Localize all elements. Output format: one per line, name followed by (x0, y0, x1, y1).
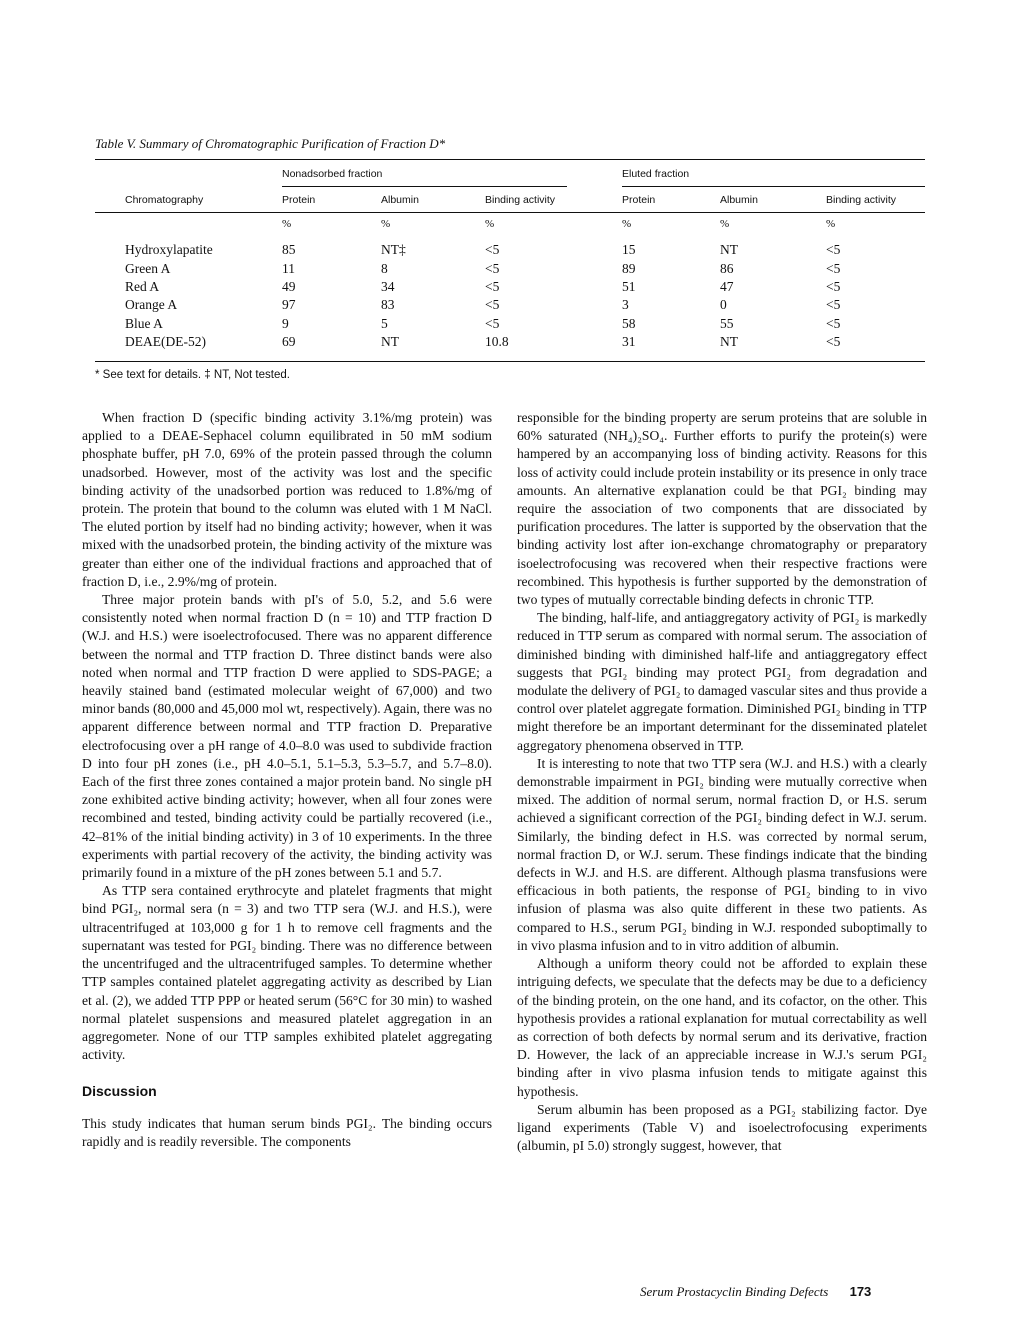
paragraph: When fraction D (specific binding activity 3.1%/mg protein) was applied to a DEAE-Sephacel column equilibrated in 50 mM sodium phosphate buffer, pH 7.0, 69% of the protein passed through the column unadsorbed. However, most of the activity was lost and the specific binding activity of the unadsorbed portion was reduced to 1.8%/mg of protein. The protein that bound to the column was eluted with 1 M NaCl. The eluted portion by itself had no binding activity; however, when it was mixed with the unadsorbed protein, the binding activity of the mixture was greater than either one of the individual fractions and approached that of fraction D, i.e., 2.9%/mg of protein. (82, 410, 492, 589)
table-cell: 58 (622, 316, 636, 331)
table-cell: 83 (381, 297, 395, 312)
column-header: Albumin (381, 194, 419, 206)
paragraph: Three major protein bands with pI's of 5.0, 5.2, and 5.6 were consistently noted when normal fraction D (n = 10) and TTP fraction D (W.J. and H.S.) were isoelectrofocused. There was no apparent difference between the normal and TTP fraction D. Three distinct bands were also noted when normal and TTP fraction D were applied to SDS-PAGE; a heavily stained band (estimated molecular weight of 67,000) and two minor bands (80,000 and 45,000 mol wt, respectively). Again, there was no apparent difference between normal and TTP fraction D. Preparative electrofocusing over a pH range of 4.0–8.0 was used to subdivide fraction D into four pH zones (i.e., pH 4.0–5.1, 5.1–5.3, 5.3–5.7, and 5.7–8.0). Each of the first three zones contained a major protein band. No single pH zone exhibited active binding activity; however, when all four zones were recombined and tested, binding activity could be partially recovered (i.e., 42–81% of the initial binding activity) in 3 of 10 experiments. In the three experiments with partial recovery of the activity, the binding activity was primarily found in a mixture of the pH zones between 5.1 and 5.7. (82, 592, 492, 881)
table-cell: NT (381, 334, 399, 349)
table-cell: 85 (282, 242, 296, 257)
table-cell: 15 (622, 242, 636, 257)
running-footer (640, 1284, 925, 1300)
table-cell: Red A (125, 279, 160, 294)
table-cell: 9 (282, 316, 289, 331)
left-column (82, 409, 492, 1151)
table-cell: 86 (720, 261, 734, 276)
paragraph: This study indicates that human serum binds PGI₂. The binding occurs rapidly and is readily reversible. The components (82, 1115, 492, 1149)
table-cell: 3 (622, 297, 629, 312)
column-header: Binding activity (485, 194, 556, 206)
table-bottom-rule (95, 361, 925, 362)
section-heading-discussion: Discussion (82, 1083, 157, 1100)
table-cell: 69 (282, 334, 296, 349)
table-cell: <5 (826, 316, 841, 331)
right-column (517, 409, 927, 1155)
table-cell: Orange A (125, 297, 178, 312)
column-header: Binding activity (826, 194, 897, 206)
paragraph: Serum albumin has been proposed as a PGI₂ stabilizing factor. Dye ligand experiments (Table V) and isoelectrofocusing experiments (albumin, pI 5.0) strongly suggest, however, that (517, 1101, 927, 1154)
table-cell: NT (720, 242, 738, 257)
column-header: Protein (622, 194, 656, 206)
table-cell: Hydroxylapatite (125, 242, 213, 257)
paragraph: As TTP sera contained erythrocyte and platelet fragments that might bind PGI₂, normal sera (n = 3) and two TTP sera (W.J. and H.S.), were ultracentrifuged at 103,000 g for 1 h to remove cell fragments and the supernatant was tested for PGI₂ binding. There was no difference between the uncentrifuged and the ultracentrifuged samples. To determine whether TTP samples contained platelet aggregating activity as described by Lian et al. (2), we added TTP PPP or heated serum (56°C for 30 min) to washed normal platelet suspensions and measured platelet aggregation in an aggregometer. None of our TTP samples exhibited platelet aggregating activity. (82, 883, 492, 1063)
table-cell: 11 (282, 261, 295, 276)
table-cell: 10.8 (485, 334, 509, 349)
unit-label: % (826, 218, 836, 230)
paragraph: The binding, half-life, and antiaggregatory activity of PGI₂ is markedly reduced in TTP serum as compared with normal serum. The association of diminished binding with diminished half-life and antiaggregatory effect suggests that PGI₂ binding may protect PGI₂ from degradation and modulate the delivery of PGI₂ to damaged vascular sites and thus provide a control over platelet aggregate formation. Diminished PGI₂ binding in TTP might therefore be an important determinant for the disseminated platelet aggregatory phenomena observed in TTP. (517, 610, 927, 753)
table-cell: <5 (826, 261, 841, 276)
page-number: 173 (849, 1284, 872, 1299)
column-header: Chromatography (125, 194, 204, 206)
table-cell: <5 (826, 242, 841, 257)
table-cell: 34 (381, 279, 395, 294)
table-cell: <5 (485, 297, 500, 312)
table-cell: 8 (381, 261, 388, 276)
group-header-eluted: Eluted fraction (622, 168, 690, 180)
table-cell: 55 (720, 316, 734, 331)
table-cell: NT‡ (381, 242, 406, 257)
table-cell: 49 (282, 279, 296, 294)
table-cell: 31 (622, 334, 636, 349)
table-cell: 51 (622, 279, 636, 294)
group-rule-eluted (622, 186, 925, 187)
table-cell: NT (720, 334, 738, 349)
column-header: Albumin (720, 194, 758, 206)
table-cell: <5 (485, 316, 500, 331)
paragraph: It is interesting to note that two TTP sera (W.J. and H.S.) with a clearly demonstrable impairment in PGI₂ binding were mutually corrective when mixed. The addition of normal serum, normal fraction D, or H.S. serum achieved a significant correction of the PGI₂ binding defect in W.J. serum. Similarly, the binding defect in H.S. was corrected by normal serum, normal fraction D, or W.J. serum. These findings indicate that the binding defects in W.J. and H.S. are different. Although plasma transfusions were efficacious in both patients, the response of PGI₂ binding to in vivo infusion of plasma was also quite different in these two patients. As compared to H.S., serum PGI₂ binding in W.J. responded suboptimally to in vivo plasma infusion and to in vitro addition of albumin. (517, 755, 927, 953)
table-cell: <5 (485, 242, 500, 257)
table-cell: 5 (381, 316, 388, 331)
paragraph: Although a uniform theory could not be afforded to explain these intriguing defects, we speculate that the defects may be due to a deficiency of the binding protein, on the one hand, and its cofactor, on the other. This hypothesis provides a rational explanation for mutual correctability as well as correction of both defects by normal serum and its derivative, fraction D. However, the lack of an appreciable increase in W.J.'s serum PGI₂ binding after in vivo plasma infusion tends to mitigate against this hypothesis. (517, 956, 927, 1099)
table-caption: Table V. Summary of Chromatographic Purification of Fraction D* (95, 136, 446, 151)
unit-label: % (381, 218, 391, 230)
table-cell: 47 (720, 279, 734, 294)
unit-label: % (622, 218, 632, 230)
running-title: Serum Prostacyclin Binding Defects (640, 1284, 829, 1299)
table-header-rule (95, 212, 925, 213)
table-cell: <5 (826, 279, 841, 294)
table-cell: <5 (485, 279, 500, 294)
table-cell: <5 (826, 334, 841, 349)
table-cell: <5 (485, 261, 500, 276)
unit-label: % (485, 218, 495, 230)
table-footnote: * See text for details. ‡ NT, Not tested. (95, 369, 290, 381)
group-header-nonadsorbed: Nonadsorbed fraction (282, 168, 383, 180)
table-cell: Green A (125, 261, 171, 276)
table-cell: <5 (826, 297, 841, 312)
unit-label: % (282, 218, 292, 230)
column-header: Protein (282, 194, 316, 206)
table-cell: 89 (622, 261, 636, 276)
table-cell: 97 (282, 297, 296, 312)
unit-label: % (720, 218, 730, 230)
group-rule-nonadsorbed (282, 186, 567, 187)
table-cell: 0 (720, 297, 727, 312)
table-top-rule (95, 159, 925, 160)
table-cell: Blue A (125, 316, 163, 331)
paragraph: responsible for the binding property are serum proteins that are soluble in 60% saturated (NH₄)₂SO₄. Further efforts to purify the protein(s) were hampered by an accompanying loss of binding activity. Reasons for this loss of activity could include protein instability or its presence in only trace amounts. An alternative explanation could be that PGI₂ binding may require the association of two components that are dissociated by purification procedures. The latter is supported by the observation that the binding activity lost after ion-exchange chromatography or preparatory isoelectrofocusing was recovered when their respective fractions were recombined. This hypothesis is further supported by the demonstration of two types of mutually correctable binding defects in chronic TTP. (517, 410, 927, 608)
table-cell: DEAE(DE-52) (125, 334, 206, 349)
